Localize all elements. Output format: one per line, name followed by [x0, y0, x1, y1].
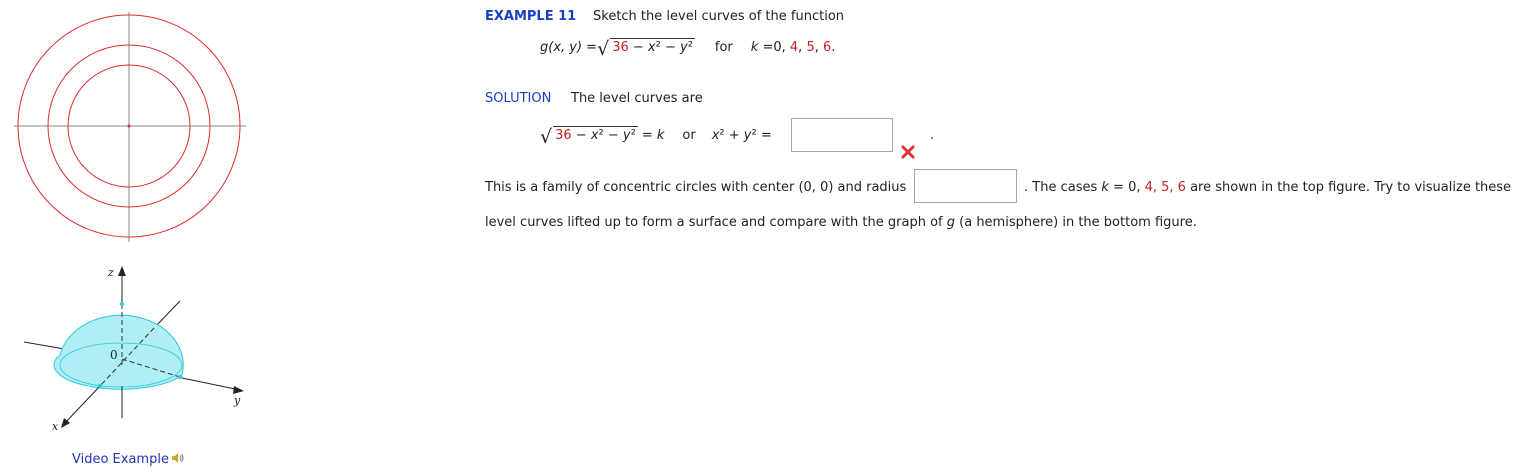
function-radical: √ 36 − x² − y² [597, 38, 693, 60]
level-curves-figure [14, 12, 246, 242]
y-axis-front [182, 378, 240, 390]
y-axis-arrow [233, 386, 244, 394]
equals-k: = k [641, 128, 665, 143]
incorrect-x-icon [901, 145, 915, 163]
hemisphere-figure [24, 262, 254, 432]
y-axis-label: y [234, 394, 241, 407]
hemisphere-x-point [98, 384, 102, 388]
hemisphere-surface [54, 315, 183, 389]
solution-intro: The level curves are [571, 91, 703, 106]
video-example-link[interactable] [72, 451, 185, 467]
video-example-label: Video Example [72, 452, 169, 467]
hemisphere-top-point [120, 302, 124, 306]
k-period: . [831, 40, 836, 55]
equation-rhs: x² + y² = [711, 128, 772, 143]
or-word: or [682, 128, 696, 143]
answer1-period: . [930, 128, 935, 143]
level-curve-equation [540, 126, 772, 148]
solution-title: SOLUTION [485, 91, 552, 106]
for-word: for [714, 40, 733, 55]
k-values: 0, 4, 5, 6 [773, 40, 832, 55]
cases-text: . The cases k = 0, 4, 5, 6 are shown in the top figure. Try to visualize these [1024, 180, 1512, 195]
speaker-icon [171, 452, 185, 467]
answer-input-2[interactable] [914, 169, 1017, 203]
example-title: EXAMPLE 11 [485, 9, 577, 24]
origin-label: 0 [110, 348, 118, 362]
answer-input-1[interactable] [791, 118, 893, 152]
x-axis-label: x [52, 420, 59, 432]
equation-radical: √ 36 − x² − y² [540, 126, 636, 148]
example-prompt: Sketch the level curves of the function [593, 9, 845, 24]
x-axis-back [154, 301, 180, 328]
function-lhs: g(x, y) = [540, 40, 598, 55]
family-text: This is a family of concentric circles with center (0, 0) and radius [485, 180, 907, 195]
hemisphere-text: level curves lifted up to form a surface and compare with the graph of g (a hemisphere) in the bottom figure. [485, 215, 1197, 230]
k-prefix: k = [750, 40, 774, 55]
z-axis-label: z [108, 266, 114, 279]
z-axis-arrow [118, 266, 126, 276]
level-curve-k0 [128, 125, 131, 128]
function-definition [540, 38, 836, 60]
hemisphere-y-point [178, 375, 182, 379]
function-radicand: 36 − x² − y² [612, 40, 693, 55]
x-axis-front [64, 386, 100, 424]
equation-radicand: 36 − x² − y² [555, 128, 636, 143]
